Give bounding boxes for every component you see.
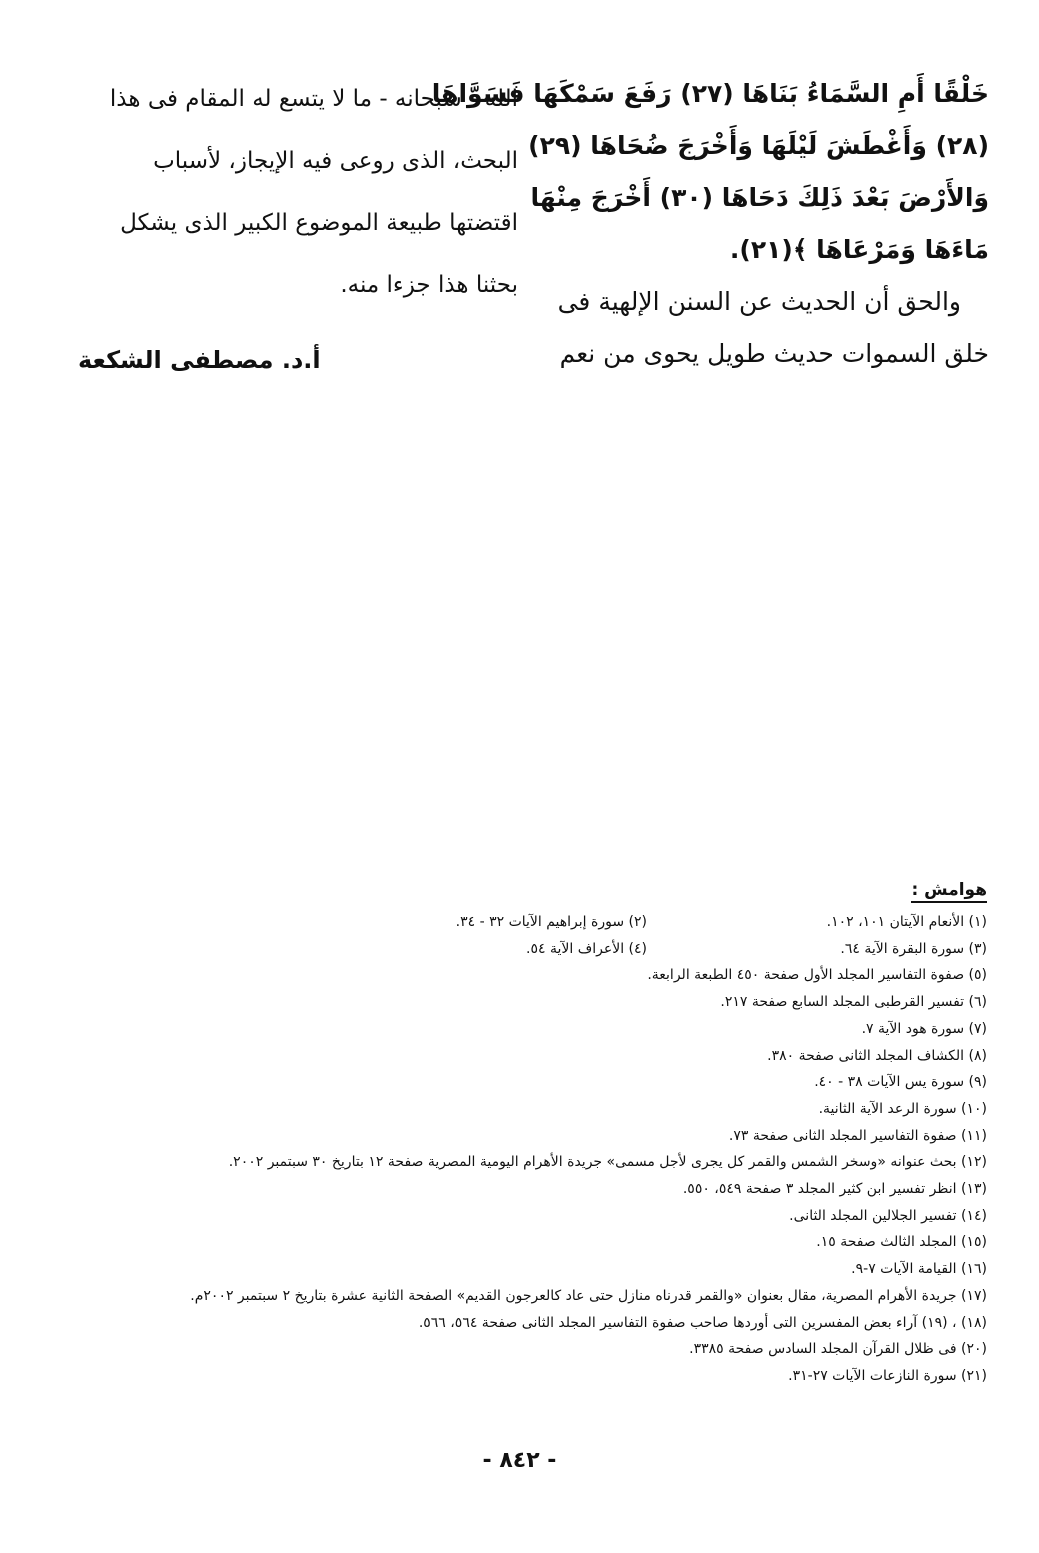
footnote: (١٧) جريدة الأهرام المصرية، مقال بعنوان «والقمر قدرناه منازل حتى عاد كالعرجون القديم» الصفحة الثانية عشرة بتاريخ ٢ سبتمبر ٢٠٠٢م.: [190, 1287, 987, 1304]
footnote: (١١) صفوة التفاسير المجلد الثانى صفحة ٧٣.: [728, 1127, 987, 1144]
footnote: (٢٠) فى ظلال القرآن المجلد السادس صفحة ٣٣٨٥.: [689, 1341, 987, 1358]
footnote: (١٥) المجلد الثالث صفحة ١٥.: [816, 1234, 987, 1251]
footnote: (١٣) انظر تفسير ابن كثير المجلد ٣ صفحة ٥٤٩، ٥٥٠.: [682, 1181, 987, 1198]
left-column: [78, 68, 518, 316]
footnote: (٧) سورة هود الآية ٧.: [861, 1020, 987, 1037]
footnote: (٨) الكشاف المجلد الثانى صفحة ٣٨٠.: [767, 1047, 987, 1064]
footnote: (٥) صفوة التفاسير المجلد الأول صفحة ٤٥٠ الطبعة الرابعة.: [647, 967, 987, 984]
footnote: (٢١) سورة النازعات الآيات ٢٧-٣١.: [788, 1367, 987, 1384]
footnotes-section: [87, 878, 987, 1390]
footnote: (٢) سورة إبراهيم الآيات ٣٢ - ٣٤.: [455, 914, 647, 930]
footnote-pair: [87, 936, 987, 963]
body-text-line: بحثنا هذا جزءا منه.: [340, 272, 518, 298]
body-text-line: الله - سبحانه - ما لا يتسع له المقام فى هذا: [109, 86, 518, 112]
footnote: (٤) الأعراف الآية ٥٤.: [526, 940, 647, 957]
footnote: (١٢) بحث عنوانه «وسخر الشمس والقمر كل يجرى لأجل مسمى» جريدة الأهرام اليومية المصرية صفحة ١٢ بتاريخ ٣٠ سبتمبر ٢٠٠٢.: [228, 1154, 987, 1171]
footnote: (١٨) ، (١٩) آراء بعض المفسرين التى أوردها صاحب صفوة التفاسير المجلد الثانى صفحة ٥٦٤، ٥٦٦.: [418, 1314, 987, 1331]
footnote: (٦) تفسير القرطبى المجلد السابع صفحة ٢١٧.: [720, 994, 987, 1011]
footnote: (١) الأنعام الآيتان ١٠١، ١٠٢.: [826, 914, 987, 930]
footnote-pair: [87, 909, 987, 936]
body-text-line: خلق السموات حديث طويل يحوى من نعم: [559, 339, 989, 368]
verse-line: وَالأَرْضَ بَعْدَ ذَلِكَ دَحَاهَا (٣٠) أَخْرَجَ مِنْهَا: [530, 183, 989, 212]
right-column: [431, 68, 989, 380]
body-text-line: والحق أن الحديث عن السنن الإلهية فى: [557, 287, 961, 316]
author-signature: أ.د. مصطفى الشكعة: [78, 346, 321, 374]
verse-line: خَلْقًا أَمِ السَّمَاءُ بَنَاهَا (٢٧) رَفَعَ سَمْكَهَا فَسَوَّاهَا: [431, 79, 989, 108]
footnote: (١٤) تفسير الجلالين المجلد الثانى.: [789, 1207, 987, 1224]
body-text-line: البحث، الذى روعى فيه الإيجاز، لأسباب: [153, 148, 518, 174]
footnote: (٩) سورة يس الآيات ٣٨ - ٤٠.: [814, 1074, 987, 1091]
footnote: (٣) سورة البقرة الآية ٦٤.: [840, 940, 987, 957]
footnote: (١٦) القيامة الآيات ٧-٩.: [851, 1261, 987, 1278]
verse-line: (٢٨) وَأَغْطَشَ لَيْلَهَا وَأَخْرَجَ ضُحَاهَا (٢٩): [528, 131, 989, 160]
body-text-line: اقتضتها طبيعة الموضوع الكبير الذى يشكل: [120, 210, 518, 236]
verse-line: مَاءَهَا وَمَرْعَاهَا ﴾(٢١).: [729, 235, 989, 264]
footnote: (١٠) سورة الرعد الآية الثانية.: [818, 1100, 987, 1117]
page-number: - ٨٤٢ -: [482, 1448, 557, 1473]
footnotes-title: هوامش :: [911, 879, 987, 903]
